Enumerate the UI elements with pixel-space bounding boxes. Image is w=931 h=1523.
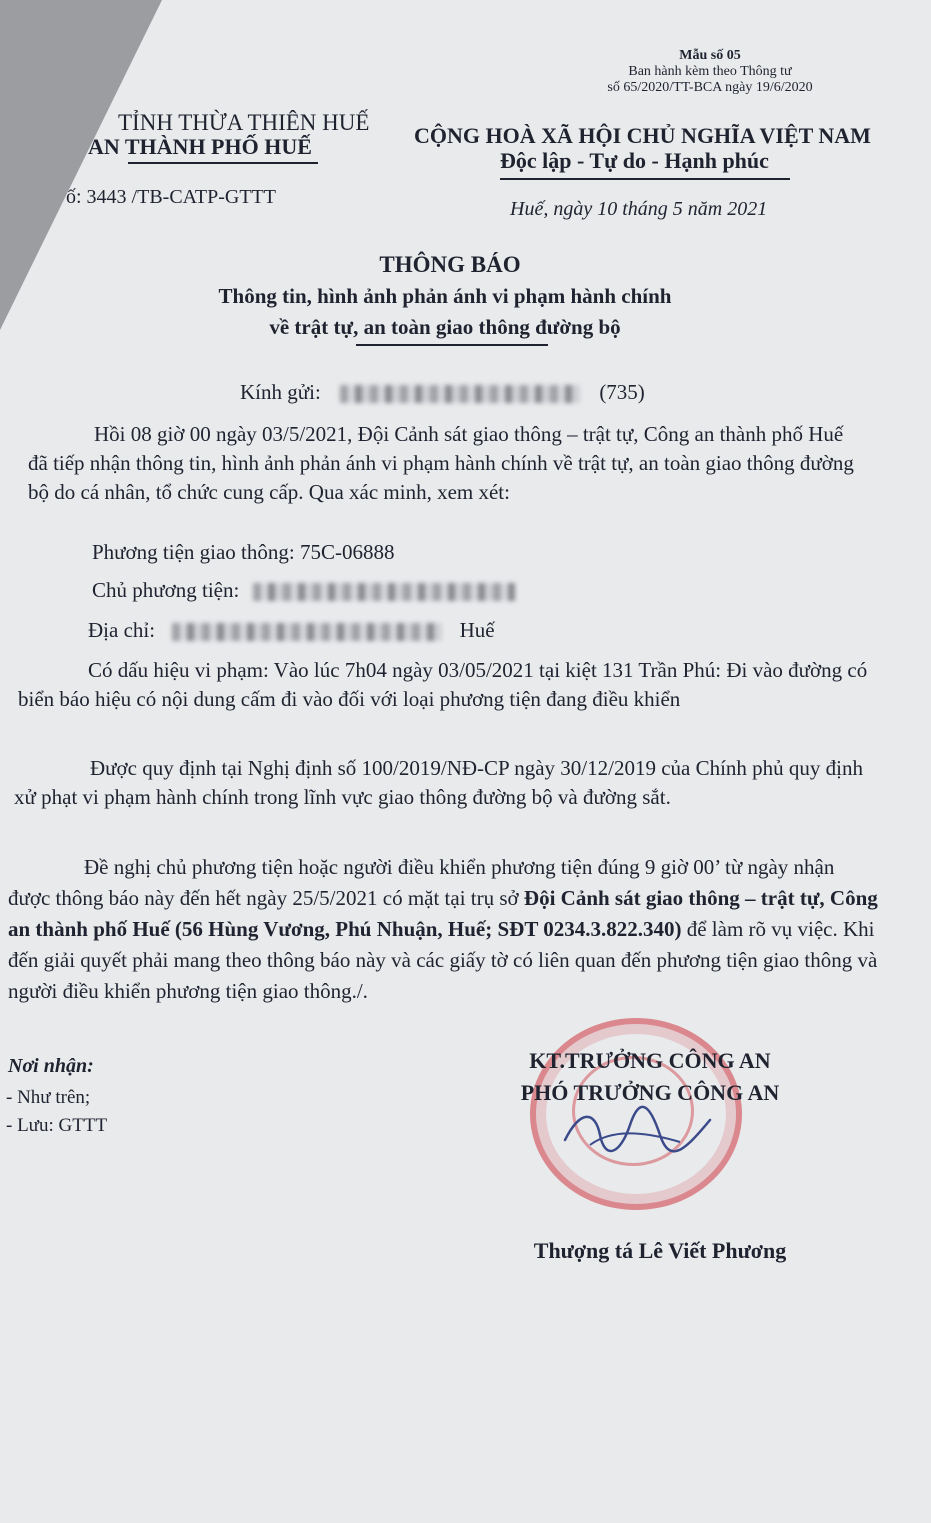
title-underline [356, 344, 548, 346]
request-text-b: để làm rõ vụ việc. Khi đến giải quyết phải mang theo thông báo này và các giấy tờ có liên quan đến phương tiện giao thông và người điều khiển phương tiện giao thông./. [8, 917, 878, 1003]
place-date: Huế, ngày 10 tháng 5 năm 2021 [510, 198, 768, 220]
regulation-text: Được quy định tại Nghị định số 100/2019/NĐ-CP ngày 30/12/2019 của Chính phủ quy định xử phạt vi phạm hành chính trong lĩnh vực giao thông đường bộ và đường sắt. [14, 756, 864, 809]
redacted-address [172, 623, 442, 641]
form-number: Mẫu số 05 [679, 48, 741, 63]
vehicle-line: Phương tiện giao thông: 75C-06888 [92, 540, 395, 564]
form-circular: số 65/2020/TT-BCA ngày 19/6/2020 [607, 80, 813, 95]
intro-text: Hồi 08 giờ 00 ngày 03/5/2021, Đội Cảnh sát giao thông – trật tự, Công an thành phố Huế đã tiếp nhận thông tin, hình ảnh phản ánh vi phạm hành chính về trật tự, an toàn giao thông đường bộ do cá nhân, tổ chức cung cấp. Qua xác minh, xem xét: [28, 422, 854, 504]
recipient-label: Kính gửi: [240, 380, 321, 404]
agency-police-text: AN THÀNH PHỐ HUẾ [88, 134, 312, 159]
regulation-paragraph [14, 754, 870, 812]
agency-underline [128, 162, 318, 164]
owner-line [92, 578, 515, 603]
request-text-a: Đề nghị chủ phương tiện hoặc người điều khiển phương tiện đúng 9 giờ 00’ từ ngày nhận được thông báo này đến hết ngày 25/5/2021 có mặt tại trụ sở [8, 855, 835, 910]
motto-underline [500, 178, 790, 180]
document-number: ố: 3443 /TB-CATP-GTTT [66, 186, 276, 208]
request-paragraph [8, 852, 878, 1007]
violation-paragraph [18, 656, 872, 714]
recipients-item-1: - Như trên; [6, 1087, 91, 1108]
recipients-item-2: - Lưu: GTTT [6, 1115, 108, 1136]
request-text-bold: Đội Cảnh sát giao thông – trật tự, Công an thành phố Huế (56 Hùng Vương, Phú Nhuận, Huế; SĐT 0234.3.822.340) [8, 886, 878, 941]
address-suffix: Huế [459, 618, 495, 642]
address-line [88, 618, 495, 643]
nation-motto [500, 148, 769, 174]
recipient-suffix: (735) [599, 380, 645, 404]
notice-subtitle-2 [150, 315, 740, 340]
recipient-line [240, 380, 645, 405]
agency-police [88, 134, 312, 160]
violation-text: Có dấu hiệu vi phạm: Vào lúc 7h04 ngày 03/05/2021 tại kiệt 131 Trần Phú: Đi vào đường có biển báo hiệu có nội dung cấm đi vào đối với loại phương tiện đang điều khiển [18, 658, 868, 711]
agency-province: TỈNH THỪA THIÊN HUẾ [118, 110, 370, 135]
notice-title: THÔNG BÁO [379, 252, 521, 277]
signer-title-2: PHÓ TRƯỞNG CÔNG AN [520, 1080, 780, 1105]
notice-subtitle-2-text: về trật tự, an toàn giao thông đường bộ [269, 315, 621, 339]
nation-motto-text: Độc lập - Tự do - Hạnh phúc [500, 148, 769, 173]
owner-label: Chủ phương tiện: [92, 578, 240, 602]
signer-title-1: KT.TRƯỞNG CÔNG AN [529, 1048, 771, 1073]
handwritten-signature [560, 1100, 720, 1160]
address-label: Địa chỉ: [88, 618, 156, 642]
signer-name: Thượng tá Lê Viết Phương [533, 1238, 787, 1263]
notice-subtitle-1: Thông tin, hình ảnh phản ánh vi phạm hành chính [218, 284, 672, 308]
redacted-recipient [340, 385, 580, 403]
nation-name: CỘNG HOÀ XÃ HỘI CHỦ NGHĨA VIỆT NAM [414, 123, 871, 148]
recipients-title: Nơi nhận: [8, 1055, 94, 1077]
redacted-owner [253, 583, 515, 601]
form-issued-with: Ban hành kèm theo Thông tư [628, 64, 792, 79]
intro-paragraph [28, 420, 858, 507]
